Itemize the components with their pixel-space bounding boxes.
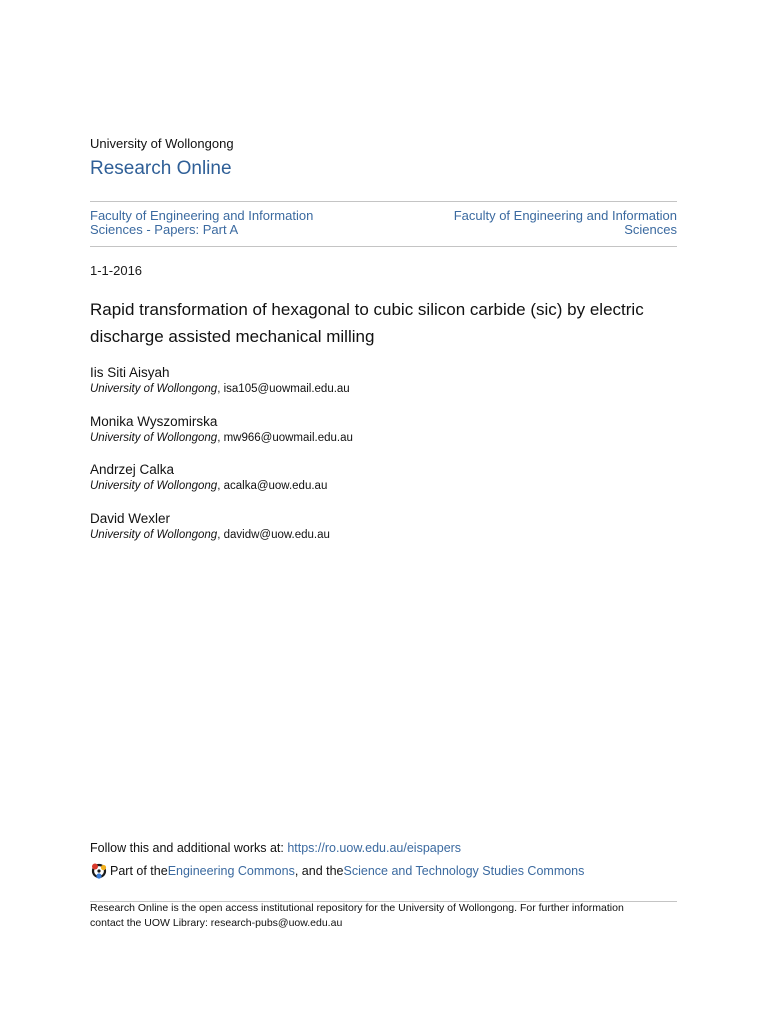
header-divider (90, 201, 677, 202)
repository-title-link[interactable]: Research Online (90, 158, 232, 179)
follow-url-link[interactable]: https://ro.uow.edu.au/eispapers (287, 841, 462, 855)
network-commons-icon (90, 862, 108, 880)
series-link-faculty[interactable]: Faculty of Engineering and Information Sciences (453, 208, 677, 237)
author-institution: University of Wollongong (90, 431, 218, 444)
sts-commons-link[interactable]: Science and Technology Studies Commons (343, 864, 585, 878)
footer-note (90, 901, 680, 930)
author-name: Andrzej Calka (90, 462, 175, 477)
author-affiliation (90, 430, 677, 446)
university-name: University of Wollongong (90, 136, 234, 151)
author-entry (90, 461, 677, 510)
author-name: Iis Siti Aisyah (90, 365, 170, 380)
part-of-prefix: Part of the (110, 864, 168, 878)
author-affiliation (90, 381, 677, 397)
author-list (90, 364, 677, 558)
footer-line-1: Research Online is the open access institutional repository for the University of Wollongong. For further information (90, 902, 624, 914)
author-institution: University of Wollongong (90, 480, 218, 492)
author-email: , mw966@uowmail.edu.au (217, 431, 353, 444)
part-of-middle: , and the (294, 864, 344, 878)
series-divider (90, 246, 677, 247)
author-entry (90, 510, 677, 559)
author-name: David Wexler (90, 510, 171, 526)
author-email: , acalka@uow.edu.au (217, 480, 328, 492)
author-affiliation (90, 527, 677, 543)
author-entry (90, 413, 677, 462)
part-of-line (90, 862, 584, 880)
series-link-papers-part-a[interactable]: Faculty of Engineering and Information Sciences - Papers: Part A (90, 208, 314, 237)
author-institution: University of Wollongong (90, 528, 218, 541)
author-entry (90, 364, 677, 413)
publication-date: 1-1-2016 (90, 263, 143, 278)
author-name: Monika Wyszomirska (90, 413, 218, 429)
follow-prefix: Follow this and additional works at: (90, 841, 288, 855)
author-email: , isa105@uowmail.edu.au (217, 383, 350, 395)
follow-line (90, 841, 461, 855)
footer-line-2: contact the UOW Library: research-pubs@uow.edu.au (90, 916, 343, 929)
engineering-commons-link[interactable]: Engineering Commons (167, 864, 295, 878)
author-email: , davidw@uow.edu.au (217, 528, 330, 541)
paper-title: Rapid transformation of hexagonal to cubic silicon carbide (sic) by electric discharge assisted mechanical milling (90, 300, 644, 346)
author-affiliation (90, 478, 677, 494)
author-institution: University of Wollongong (90, 383, 218, 395)
